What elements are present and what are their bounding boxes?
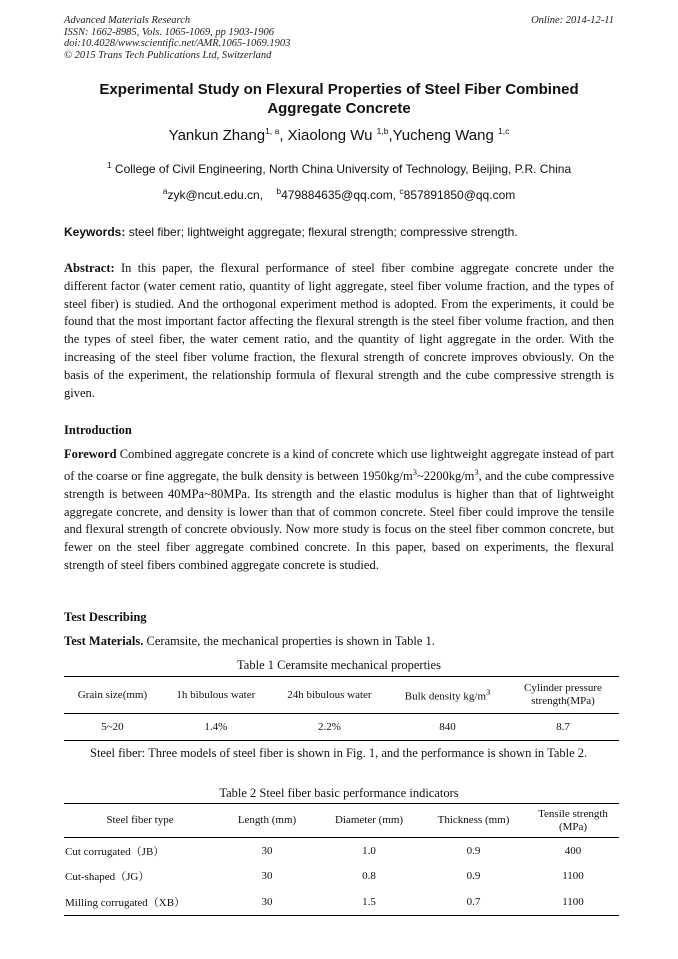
- affiliation-text: College of Civil Engineering, North China University of Technology, Beijing, P.R. China: [114, 162, 572, 176]
- table-cell: 30: [261, 870, 273, 883]
- table-cell: 0.7: [466, 895, 481, 908]
- author-affil-mark: 1,c: [497, 126, 510, 136]
- table-header-cell: Length (mm): [216, 804, 318, 838]
- keywords-label: Keywords:: [64, 225, 126, 239]
- table-header-cell: Tensile strength (MPa): [527, 804, 619, 838]
- author-list: Yankun Zhang$^{1, a}$, Xiaolong Wu $^{1,b}$,Yucheng Wang $^{1,c}$: [168, 126, 510, 144]
- table-cell: 8.7: [556, 721, 570, 733]
- email-mark: b: [276, 186, 282, 196]
- email-mark: c: [399, 186, 404, 196]
- table1-caption: Table 1 Ceramsite mechanical properties: [237, 658, 441, 672]
- table-header-cell: Diameter (mm): [318, 804, 420, 838]
- table2-caption: Table 2 Steel fiber basic performance indicators: [219, 786, 459, 800]
- table-row: [64, 889, 619, 915]
- foreword-text-2: , and the cube compressive strength is between 40MPa~80MPa. Its strength and the elastic modulus is higher than that of lightweight aggregate concrete, and density is lower than that of common concrete. Steel fiber could improve the tensile and flexural strength of concrete obviously. Now more study is focus on the steel fiber common concrete, but fewer on the steel fiber aggregate combined concrete. In this paper, based on experiments, the flexural strength of steel fibers combined aggregate concrete is studied.: [64, 468, 614, 572]
- abstract-label: Abstract:: [64, 261, 115, 275]
- table-cell: 1100: [562, 895, 584, 908]
- keywords: [64, 225, 614, 239]
- email-link[interactable]: 479884635@qq.com,: [281, 188, 397, 202]
- unit-superscript: 3: [486, 687, 491, 698]
- table-header-cell: Cylinder pressure strength(MPa): [507, 677, 619, 714]
- introduction-heading: Introduction: [64, 423, 132, 437]
- abstract-text: In this paper, the flexural performance of steel fiber combine aggregate concrete under the different factor (water cement ratio, quantity of light aggregate, steel fiber volume fraction, and the types of steel fiber) is studied. And the orthogonal experiment method is adopted. From the experiments, it could be found that the most important factor affecting the flexural strength is the steel fiber volume fraction, and then the types of steel fiber, the water cement ratio, and the quantity of light aggregate in the order. With the increasing of the steel fiber volume fraction, the flexural strength of concrete improves obviously. On the basis of the experiment, the relationship formula of flexural strength and the cube compressive strength is given.: [64, 261, 614, 400]
- unit-superscript: 3: [474, 466, 479, 477]
- table-header-text: Bulk density kg/m: [404, 690, 487, 703]
- table-header-cell: Grain size(mm): [64, 677, 161, 714]
- table-cell: 0.9: [466, 870, 481, 883]
- affiliation: [64, 160, 614, 176]
- table-header-cell: 1h bibulous water: [161, 677, 271, 714]
- foreword-text-mid: ~2200kg/m: [416, 468, 475, 483]
- table-header-cell: Thickness (mm): [420, 804, 527, 838]
- table-cell: 840: [439, 721, 456, 733]
- table-header-cell: [388, 677, 507, 714]
- foreword-paragraph: [64, 446, 614, 575]
- table-cell: 1.5: [362, 895, 376, 908]
- test-materials-label: Test Materials.: [64, 634, 144, 648]
- steel-fiber-paragraph: Steel fiber: Three models of steel fiber is shown in Fig. 1, and the performance is shown in Table 2.: [90, 746, 588, 760]
- table-cell: 1.0: [362, 844, 376, 857]
- table-row: [64, 714, 619, 741]
- table2: [64, 803, 619, 916]
- email-mark: a: [162, 186, 168, 196]
- table-cell: Cut corrugated（JB）: [65, 845, 165, 858]
- keywords-text: steel fiber; lightweight aggregate; flexural strength; compressive strength.: [128, 225, 518, 239]
- table-cell: 1.4%: [204, 721, 228, 733]
- doi-line: doi:10.4028/www.scientific.net/AMR.1065-1069.1903: [64, 38, 291, 49]
- table-header-row: [64, 677, 619, 714]
- email-list: [64, 186, 614, 202]
- table1: [64, 676, 619, 741]
- table-row: [64, 838, 619, 864]
- author-name: Yucheng Wang: [392, 127, 494, 144]
- table-header-cell: Steel fiber type: [64, 804, 216, 838]
- affiliation-mark: 1: [106, 160, 112, 170]
- table-cell: 5~20: [101, 721, 124, 733]
- table-cell: 1100: [562, 870, 584, 883]
- author-name: Xiaolong Wu: [287, 127, 373, 144]
- table-cell: 0.9: [466, 844, 481, 857]
- author-affil-mark: 1,b: [376, 126, 389, 136]
- issn-line: ISSN: 1662-8985, Vols. 1065-1069, pp 1903-1906: [64, 26, 274, 38]
- foreword-text-1: Combined aggregate concrete is a kind of concrete which use lightweight aggregate instead of part of the coarse or fine aggregate, the bulk density is between 1950kg/m: [64, 447, 615, 483]
- copyright-line: © 2015 Trans Tech Publications Ltd, Switzerland: [64, 49, 272, 61]
- test-describing-heading: Test Describing: [64, 610, 147, 624]
- foreword-label: Foreword: [64, 447, 117, 461]
- abstract: [64, 260, 614, 402]
- journal-header: [64, 15, 290, 61]
- table-cell: 30: [261, 895, 273, 908]
- table-cell: 2.2%: [317, 721, 341, 733]
- table-header-cell: 24h bibulous water: [271, 677, 388, 714]
- table-cell: 0.8: [362, 870, 376, 883]
- table-cell: 400: [564, 844, 582, 857]
- email-link[interactable]: 857891850@qq.com: [403, 188, 516, 202]
- author-affil-mark: 1, a: [265, 126, 280, 136]
- table-cell: 30: [261, 844, 273, 857]
- email-link[interactable]: zyk@ncut.edu.cn,: [167, 188, 264, 202]
- author-name: Yankun Zhang: [168, 127, 266, 144]
- test-materials: [64, 634, 435, 649]
- unit-superscript: 3: [412, 466, 417, 477]
- test-materials-text: Ceramsite, the mechanical properties is shown in Table 1.: [146, 634, 435, 648]
- table-row: [64, 864, 619, 890]
- table-cell: Cut-shaped（JG）: [65, 871, 150, 884]
- paper-title: Experimental Study on Flexural Properties of Steel Fiber Combined Aggregate Concrete: [99, 81, 579, 117]
- table-cell: Milling corrugated（XB）: [65, 896, 186, 909]
- journal-name: Advanced Materials Research: [64, 15, 191, 26]
- table-header-row: [64, 804, 619, 838]
- online-date: Online: 2014-12-11: [531, 15, 614, 26]
